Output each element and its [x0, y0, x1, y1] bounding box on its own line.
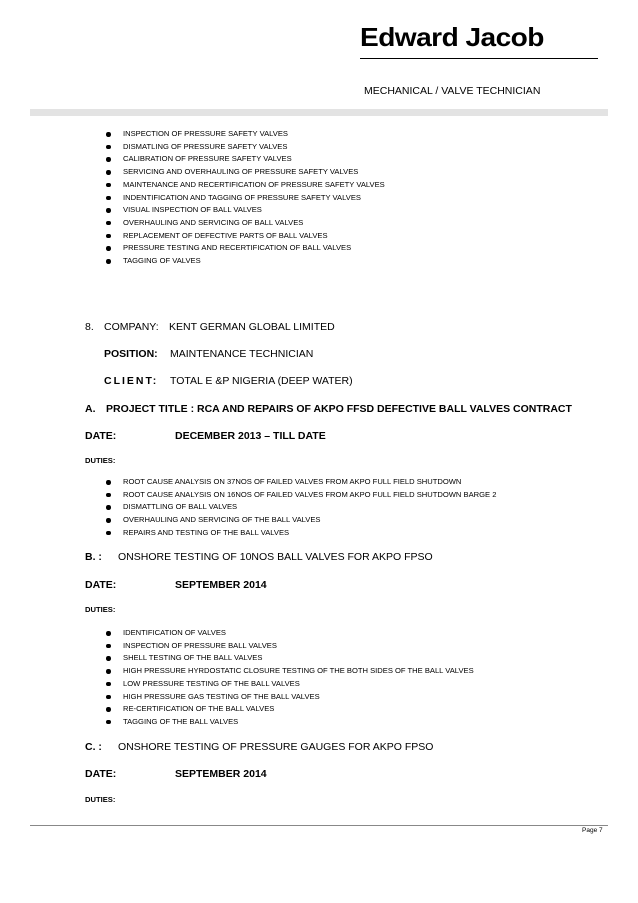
list-item: ROOT CAUSE ANALYSIS ON 16NOS OF FAILED VALVES FROM AKPO FULL FIELD SHUTDOWN BARGE 2	[104, 489, 496, 502]
company-name: KENT GERMAN GLOBAL LIMITED	[169, 321, 335, 333]
list-item: DISMATTLING OF BALL VALVES	[104, 501, 496, 514]
list-item: HIGH PRESSURE HYRDOSTATIC CLOSURE TESTING OF THE BOTH SIDES OF THE BALL VALVES	[104, 665, 474, 678]
client-label: CLIENT:	[104, 375, 159, 387]
list-item: RE-CERTIFICATION OF THE BALL VALVES	[104, 703, 474, 716]
company-label: COMPANY:	[104, 321, 159, 333]
project-b-title: ONSHORE TESTING OF 10NOS BALL VALVES FOR AKPO FPSO	[118, 551, 433, 563]
project-c-duties-label: DUTIES:	[85, 795, 116, 804]
list-item: OVERHAULING AND SERVICING OF BALL VALVES	[104, 217, 385, 230]
list-item: SHELL TESTING OF THE BALL VALVES	[104, 652, 474, 665]
project-a-date-label: DATE:	[85, 430, 117, 442]
project-a-duties-list	[104, 476, 496, 540]
list-item: CALIBRATION OF PRESSURE SAFETY VALVES	[104, 153, 385, 166]
list-item: ROOT CAUSE ANALYSIS ON 37NOS OF FAILED VALVES FROM AKPO FULL FIELD SHUTDOWN	[104, 476, 496, 489]
position-label: POSITION:	[104, 348, 158, 360]
job-title: MECHANICAL / VALVE TECHNICIAN	[364, 85, 541, 97]
company-number: 8.	[85, 321, 94, 333]
list-item: OVERHAULING AND SERVICING OF THE BALL VALVES	[104, 514, 496, 527]
list-item: SERVICING AND OVERHAULING OF PRESSURE SAFETY VALVES	[104, 166, 385, 179]
name-underline	[360, 58, 598, 59]
project-b-date-label: DATE:	[85, 579, 117, 591]
project-c-date: SEPTEMBER 2014	[175, 768, 267, 780]
project-c-title: ONSHORE TESTING OF PRESSURE GAUGES FOR AKPO FPSO	[118, 741, 434, 753]
project-a-letter: A.	[85, 403, 96, 415]
list-item: VISUAL INSPECTION OF BALL VALVES	[104, 204, 385, 217]
list-item: REPLACEMENT OF DEFECTIVE PARTS OF BALL VALVES	[104, 230, 385, 243]
list-item: DISMATLING OF PRESSURE SAFETY VALVES	[104, 141, 385, 154]
list-item: MAINTENANCE AND RECERTIFICATION OF PRESSURE SAFETY VALVES	[104, 179, 385, 192]
list-item: REPAIRS AND TESTING OF THE BALL VALVES	[104, 527, 496, 540]
project-b-date: SEPTEMBER 2014	[175, 579, 267, 591]
list-item: PRESSURE TESTING AND RECERTIFICATION OF BALL VALVES	[104, 242, 385, 255]
project-c-date-label: DATE:	[85, 768, 117, 780]
footer-divider	[30, 825, 608, 826]
project-b-duties-list	[104, 627, 474, 729]
position-value: MAINTENANCE TECHNICIAN	[170, 348, 314, 360]
project-b-duties-label: DUTIES:	[85, 605, 116, 614]
list-item: IDENTIFICATION OF VALVES	[104, 627, 474, 640]
client-value: TOTAL E &P NIGERIA (DEEP WATER)	[170, 375, 353, 387]
list-item: LOW PRESSURE TESTING OF THE BALL VALVES	[104, 678, 474, 691]
project-b-letter: B. :	[85, 551, 102, 563]
list-item: INSPECTION OF PRESSURE BALL VALVES	[104, 640, 474, 653]
list-item: TAGGING OF THE BALL VALVES	[104, 716, 474, 729]
list-item: INSPECTION OF PRESSURE SAFETY VALVES	[104, 128, 385, 141]
header-divider	[30, 109, 608, 116]
resume-name: Edward Jacob	[360, 22, 544, 52]
project-a-duties-label: DUTIES:	[85, 456, 116, 465]
page-number: Page 7	[582, 827, 603, 834]
project-a-date: DECEMBER 2013 – TILL DATE	[175, 430, 326, 442]
project-c-letter: C. :	[85, 741, 102, 753]
previous-duties-list	[104, 128, 385, 268]
list-item: TAGGING OF VALVES	[104, 255, 385, 268]
list-item: HIGH PRESSURE GAS TESTING OF THE BALL VALVES	[104, 691, 474, 704]
list-item: INDENTIFICATION AND TAGGING OF PRESSURE SAFETY VALVES	[104, 192, 385, 205]
project-a-title: PROJECT TITLE : RCA AND REPAIRS OF AKPO FFSD DEFECTIVE BALL VALVES CONTRACT	[106, 403, 572, 415]
